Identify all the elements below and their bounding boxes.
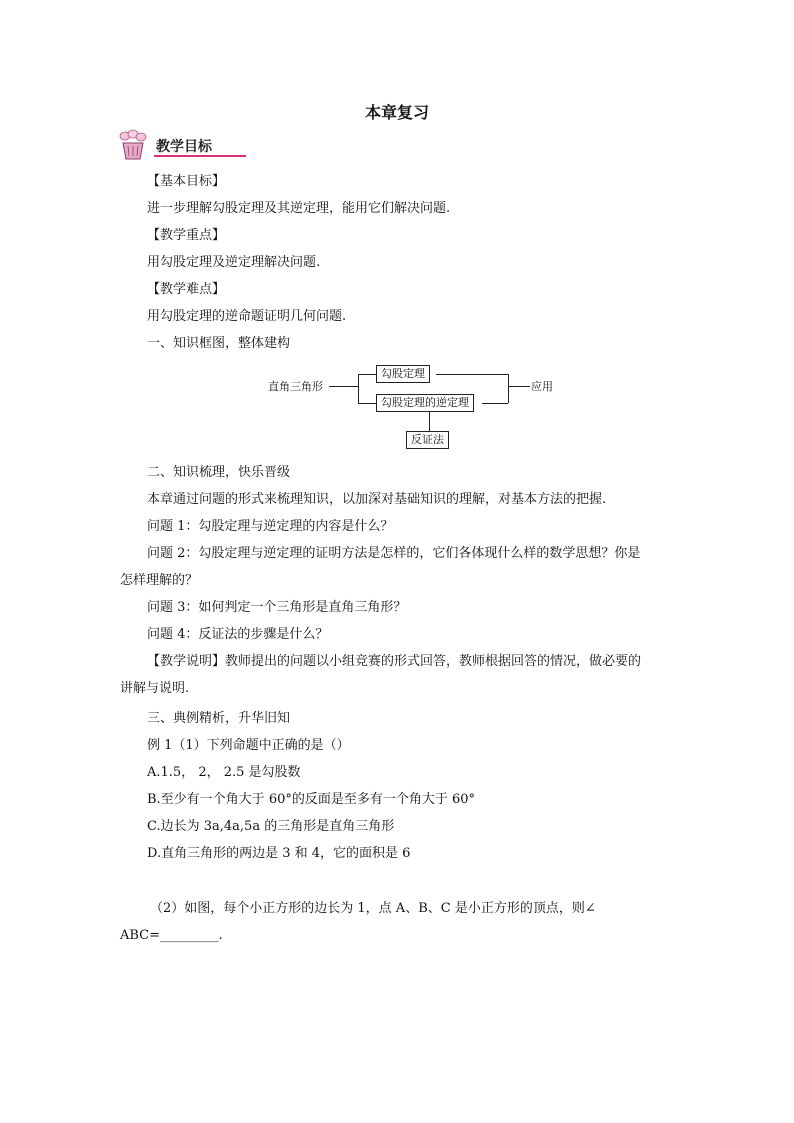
box-pythagorean-theorem: 勾股定理 (376, 365, 430, 383)
question-4: 问题 4：反证法的步骤是什么？ (147, 627, 329, 642)
box-proof-by-contradiction: 反证法 (406, 431, 449, 449)
question-1: 问题 1：勾股定理与逆定理的内容是什么？ (147, 519, 394, 534)
section-2-heading: 二、知识梳理，快乐晋级 (147, 465, 291, 480)
connector-top-left (358, 374, 376, 375)
knowledge-diagram (260, 356, 560, 456)
connector-right (508, 386, 530, 387)
badge-label: 教学目标 (156, 139, 212, 155)
example-1-part-2-line-2: ABC=_________. (120, 928, 223, 943)
option-b: B.至少有一个角大于 60°的反面是至多有一个角大于 60° (147, 792, 476, 807)
basic-goal-text: 进一步理解勾股定理及其逆定理，能用它们解决问题. (147, 201, 451, 216)
section-1-heading: 一、知识框图，整体建构 (147, 336, 291, 351)
diagram-right-label: 应用 (531, 380, 553, 393)
connector-down (429, 412, 430, 431)
key-point-text: 用勾股定理及逆定理解决问题. (147, 255, 321, 270)
connector-mid-right (482, 403, 508, 404)
section-2-intro: 本章通过问题的形式来梳理知识，以加深对基础知识的理解，对基本方法的把握. (147, 492, 607, 507)
badge-underline (154, 155, 246, 157)
connector-left (329, 386, 358, 387)
option-c: C.边长为 3a,4a,5a 的三角形是直角三角形 (147, 819, 395, 834)
page-title: 本章复习 (364, 103, 429, 122)
basic-goal-heading: 【基本目标】 (147, 174, 226, 189)
connector-right-bracket (508, 374, 509, 403)
question-2-line-2: 怎样理解的？ (120, 573, 199, 588)
section-3-heading: 三、典例精析，升华旧知 (147, 711, 291, 726)
connector-mid-left (358, 403, 376, 404)
flower-pot-icon (116, 128, 150, 162)
diagram-left-label: 直角三角形 (268, 380, 323, 393)
key-point-heading: 【教学重点】 (147, 228, 226, 243)
option-a: A.1.5， 2， 2.5 是勾股数 (147, 765, 301, 780)
connector-top-right (436, 374, 508, 375)
connector-left-bracket (358, 374, 359, 403)
question-3: 问题 3：如何判定一个三角形是直角三角形？ (147, 600, 407, 615)
example-1-part-2-line-1: （2）如图，每个小正方形的边长为 1，点 A、B、C 是小正方形的顶点，则∠ (150, 901, 596, 916)
teaching-note-line-1: 【教学说明】教师提出的问题以小组竞赛的形式回答，教师根据回答的情况，做必要的 (147, 654, 642, 669)
question-2-line-1: 问题 2：勾股定理与逆定理的证明方法是怎样的，它们各体现什么样的数学思想？你是 (147, 546, 641, 561)
teaching-goals-badge (116, 128, 246, 162)
option-d: D.直角三角形的两边是 3 和 4，它的面积是 6 (147, 846, 411, 861)
teaching-note-line-2: 讲解与说明. (120, 681, 190, 696)
difficulty-text: 用勾股定理的逆命题证明几何问题. (147, 309, 347, 324)
difficulty-heading: 【教学难点】 (147, 282, 226, 297)
box-converse-theorem: 勾股定理的逆定理 (376, 394, 474, 412)
example-1-stem: 例 1（1）下列命题中正确的是（） (147, 738, 350, 753)
